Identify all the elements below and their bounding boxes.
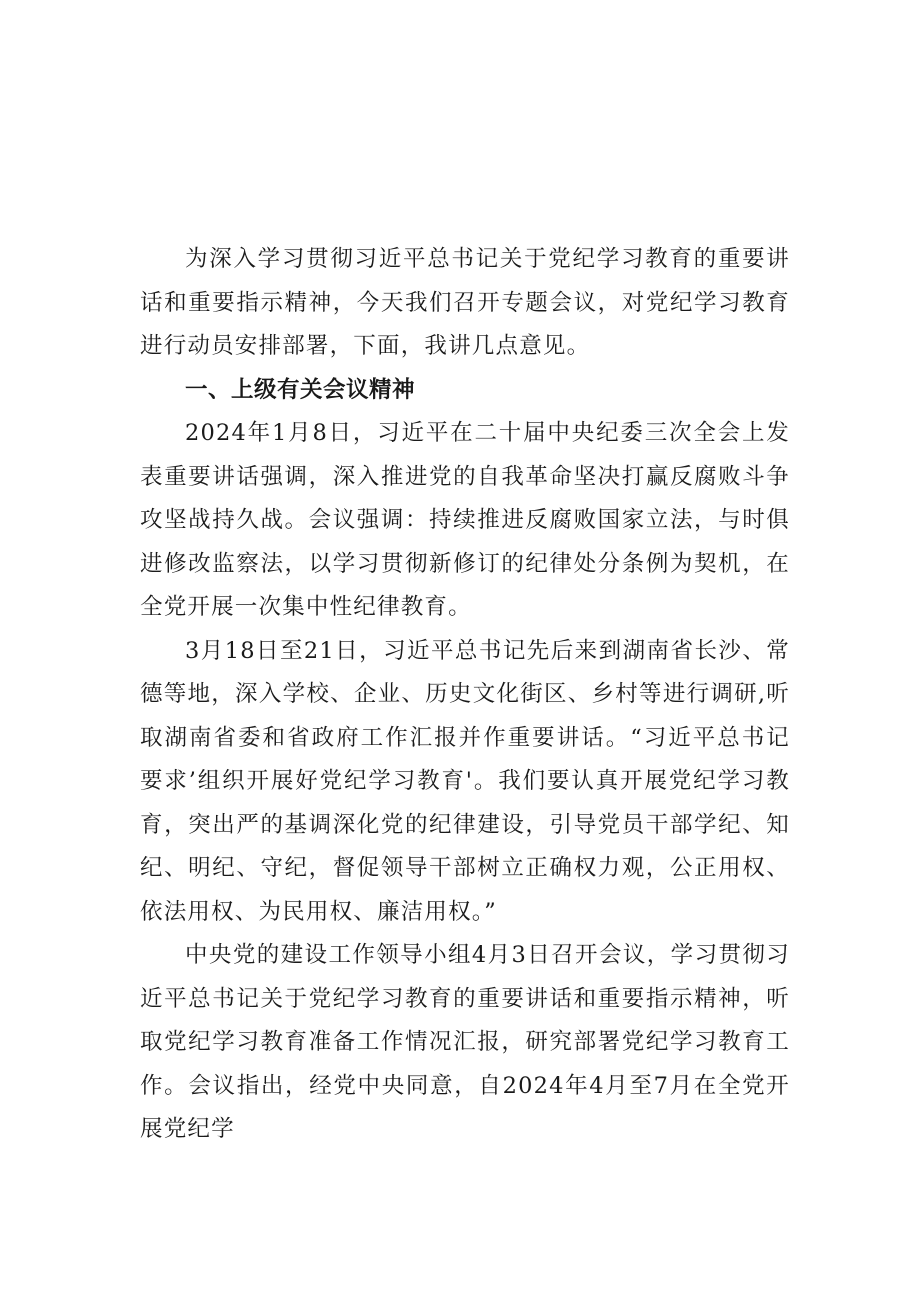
document-body <box>140 238 790 1152</box>
section-heading: 一、上级有关会议精神 <box>185 376 416 403</box>
paragraph-leading-group: 中央党的建设工作领导小组4月3日召开会议，学习贯彻习近平总书记关于党纪学习教育的重要讲话和重要指示精神，听取党纪学习教育准备工作情况汇报，研究部署党纪学习教育工作。会议指出，经党中央同意，自2024年4月至7月在全党开展党纪学 <box>140 942 790 1142</box>
paragraph-plenary: 2024年1月8日，习近平在二十届中央纪委三次全会上发表重要讲话强调，深入推进党的自我革命坚决打赢反腐败斗争攻坚战持久战。会议强调：持续推进反腐败国家立法，与时俱进修改监察法，以学习贯彻新修订的纪律处分条例为契机，在全党开展一次集中性纪律教育。 <box>140 420 790 620</box>
paragraph-hunan-visit: 3月18日至21日，习近平总书记先后来到湖南省长沙、常德等地，深入学校、企业、历史文化街区、乡村等进行调研,听取湖南省委和省政府工作汇报并作重要讲话。“习近平总书记要求’组织开展好党纪学习教育'。我们要认真开展党纪学习教育，突出严的基调深化党的纪律建设，引导党员干部学纪、知纪、明纪、守纪，督促领导干部树立正确权力观，公正用权、依法用权、为民用权、廉洁用权。” <box>140 637 790 925</box>
intro-paragraph: 为深入学习贯彻习近平总书记关于党纪学习教育的重要讲话和重要指示精神，今天我们召开专题会议，对党纪学习教育进行动员安排部署，下面，我讲几点意见。 <box>140 246 790 359</box>
